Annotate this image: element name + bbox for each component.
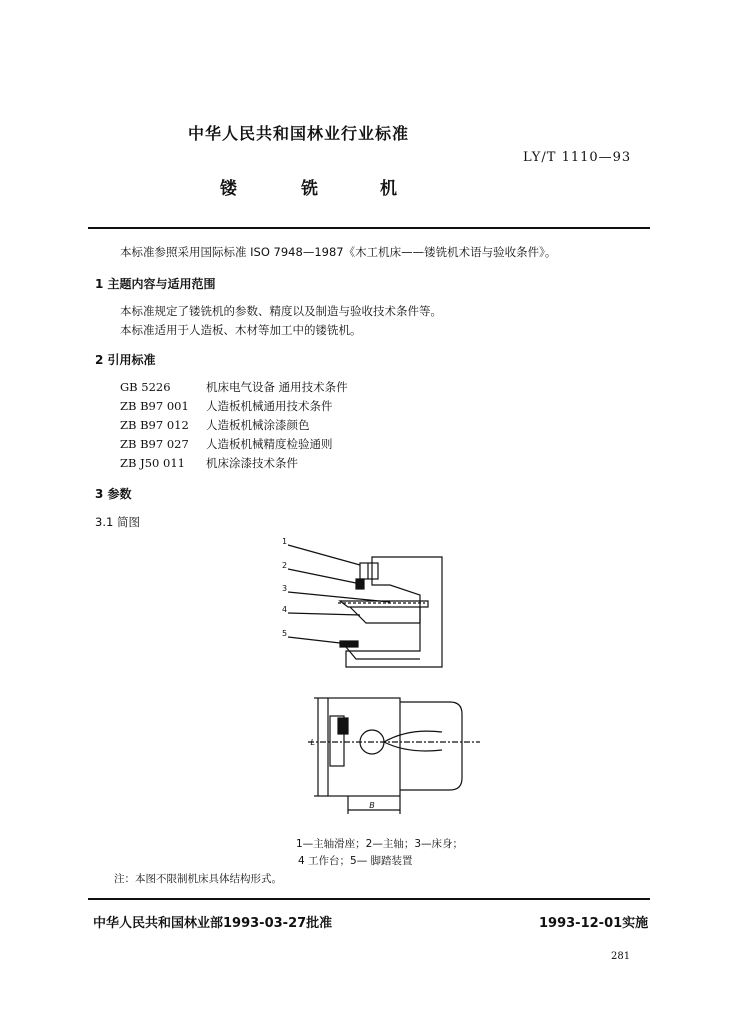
callout-5: 5 (282, 629, 288, 638)
effective-date: 1993-12-01实施 (539, 916, 649, 931)
section-1-line-1: 本标准规定了镂铣机的参数、精度以及制造与验收技术条件等。 (120, 304, 442, 318)
top-view-body (328, 698, 400, 796)
machine-side-view-diagram (270, 535, 470, 675)
header-divider (88, 227, 650, 229)
dimension-b-label: B (369, 801, 375, 810)
diagram-note: 注：本图不限制机床具体结构形式。 (114, 873, 282, 885)
reference-item: ZB B97 001 人造板机械通用技术条件 (120, 399, 333, 413)
section-1-heading: 1 主题内容与适用范围 (95, 277, 216, 291)
pedal (340, 641, 358, 647)
standard-name-char-2: 铣 (301, 179, 318, 199)
dimension-l-label: L (310, 738, 315, 747)
footer-divider (88, 898, 650, 900)
section-3-heading: 3 参数 (95, 487, 132, 501)
standard-category-title: 中华人民共和国林业行业标准 (188, 124, 410, 143)
approval-line: 中华人民共和国林业部1993-03-27批准 (93, 916, 333, 931)
reference-item: ZB J50 011 机床涂漆技术条件 (120, 456, 298, 470)
section-3-1-heading: 3.1 简图 (95, 515, 140, 529)
standard-name-char-1: 镂 (220, 179, 237, 199)
section-1-line-2: 本标准适用于人造板、木材等加工中的镂铣机。 (120, 323, 362, 337)
diagram-caption-line-1: 1—主轴滑座；2—主轴；3—床身； (296, 838, 464, 850)
diagram-caption-line-2: 4 工作台；5— 脚踏装置 (298, 855, 413, 867)
reference-item: GB 5226 机床电气设备 通用技术条件 (120, 380, 348, 394)
callout-1: 1 (282, 537, 288, 546)
callout-3: 3 (282, 584, 288, 593)
spindle (356, 579, 364, 589)
machine-top-view-diagram (300, 688, 490, 818)
spindle-slide (360, 563, 378, 579)
intro-paragraph: 本标准参照采用国际标准 ISO 7948—1987《木工机床——镂铣机术语与验收条件》。 (120, 245, 557, 259)
reference-item: ZB B97 027 人造板机械精度检验通则 (120, 437, 333, 451)
section-2-heading: 2 引用标准 (95, 353, 156, 367)
callout-2: 2 (282, 561, 288, 570)
standard-name-char-3: 机 (380, 179, 397, 199)
reference-item: ZB B97 012 人造板机械涂漆颜色 (120, 418, 310, 432)
standard-code: LY/T 1110—93 (523, 150, 632, 165)
callout-4: 4 (282, 605, 288, 614)
page-number: 281 (611, 951, 631, 962)
